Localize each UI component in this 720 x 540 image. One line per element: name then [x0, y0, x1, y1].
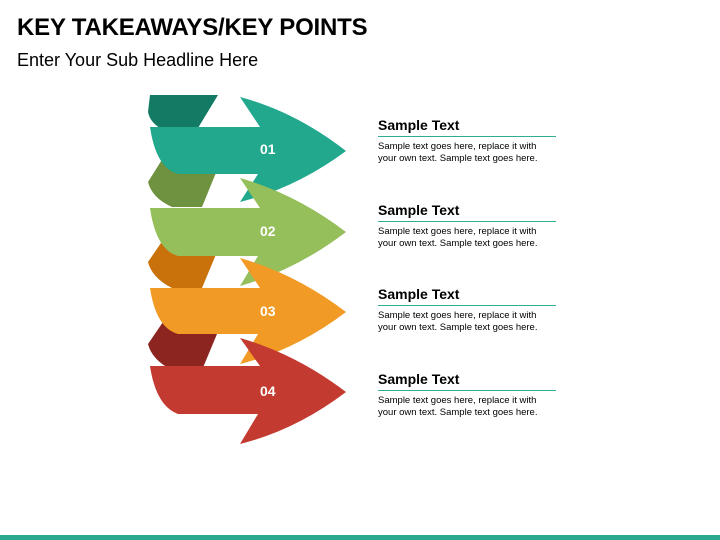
key-point-body: Sample text goes here, replace it with your own text. Sample text goes here. — [378, 395, 538, 418]
page-title: KEY TAKEAWAYS/KEY POINTS — [17, 14, 368, 41]
key-point-body: Sample text goes here, replace it with your own text. Sample text goes here. — [378, 141, 538, 164]
arrow-number-01: 01 — [260, 141, 276, 157]
key-point-body: Sample text goes here, replace it with your own text. Sample text goes here. — [378, 310, 538, 333]
key-point-heading: Sample Text — [378, 286, 556, 306]
key-point-04 — [378, 371, 556, 419]
key-point-body: Sample text goes here, replace it with your own text. Sample text goes here. — [378, 226, 538, 249]
key-point-heading: Sample Text — [378, 202, 556, 222]
key-point-02 — [378, 202, 556, 250]
footer-bar — [0, 535, 720, 540]
arrow-number-03: 03 — [260, 303, 276, 319]
key-point-03 — [378, 286, 556, 334]
key-point-heading: Sample Text — [378, 371, 556, 391]
arrow-fold-01 — [148, 95, 218, 128]
page-subtitle: Enter Your Sub Headline Here — [17, 50, 259, 70]
key-point-01 — [378, 117, 556, 165]
key-point-heading: Sample Text — [378, 117, 556, 137]
arrow-number-02: 02 — [260, 223, 276, 239]
arrow-number-04: 04 — [260, 383, 276, 399]
